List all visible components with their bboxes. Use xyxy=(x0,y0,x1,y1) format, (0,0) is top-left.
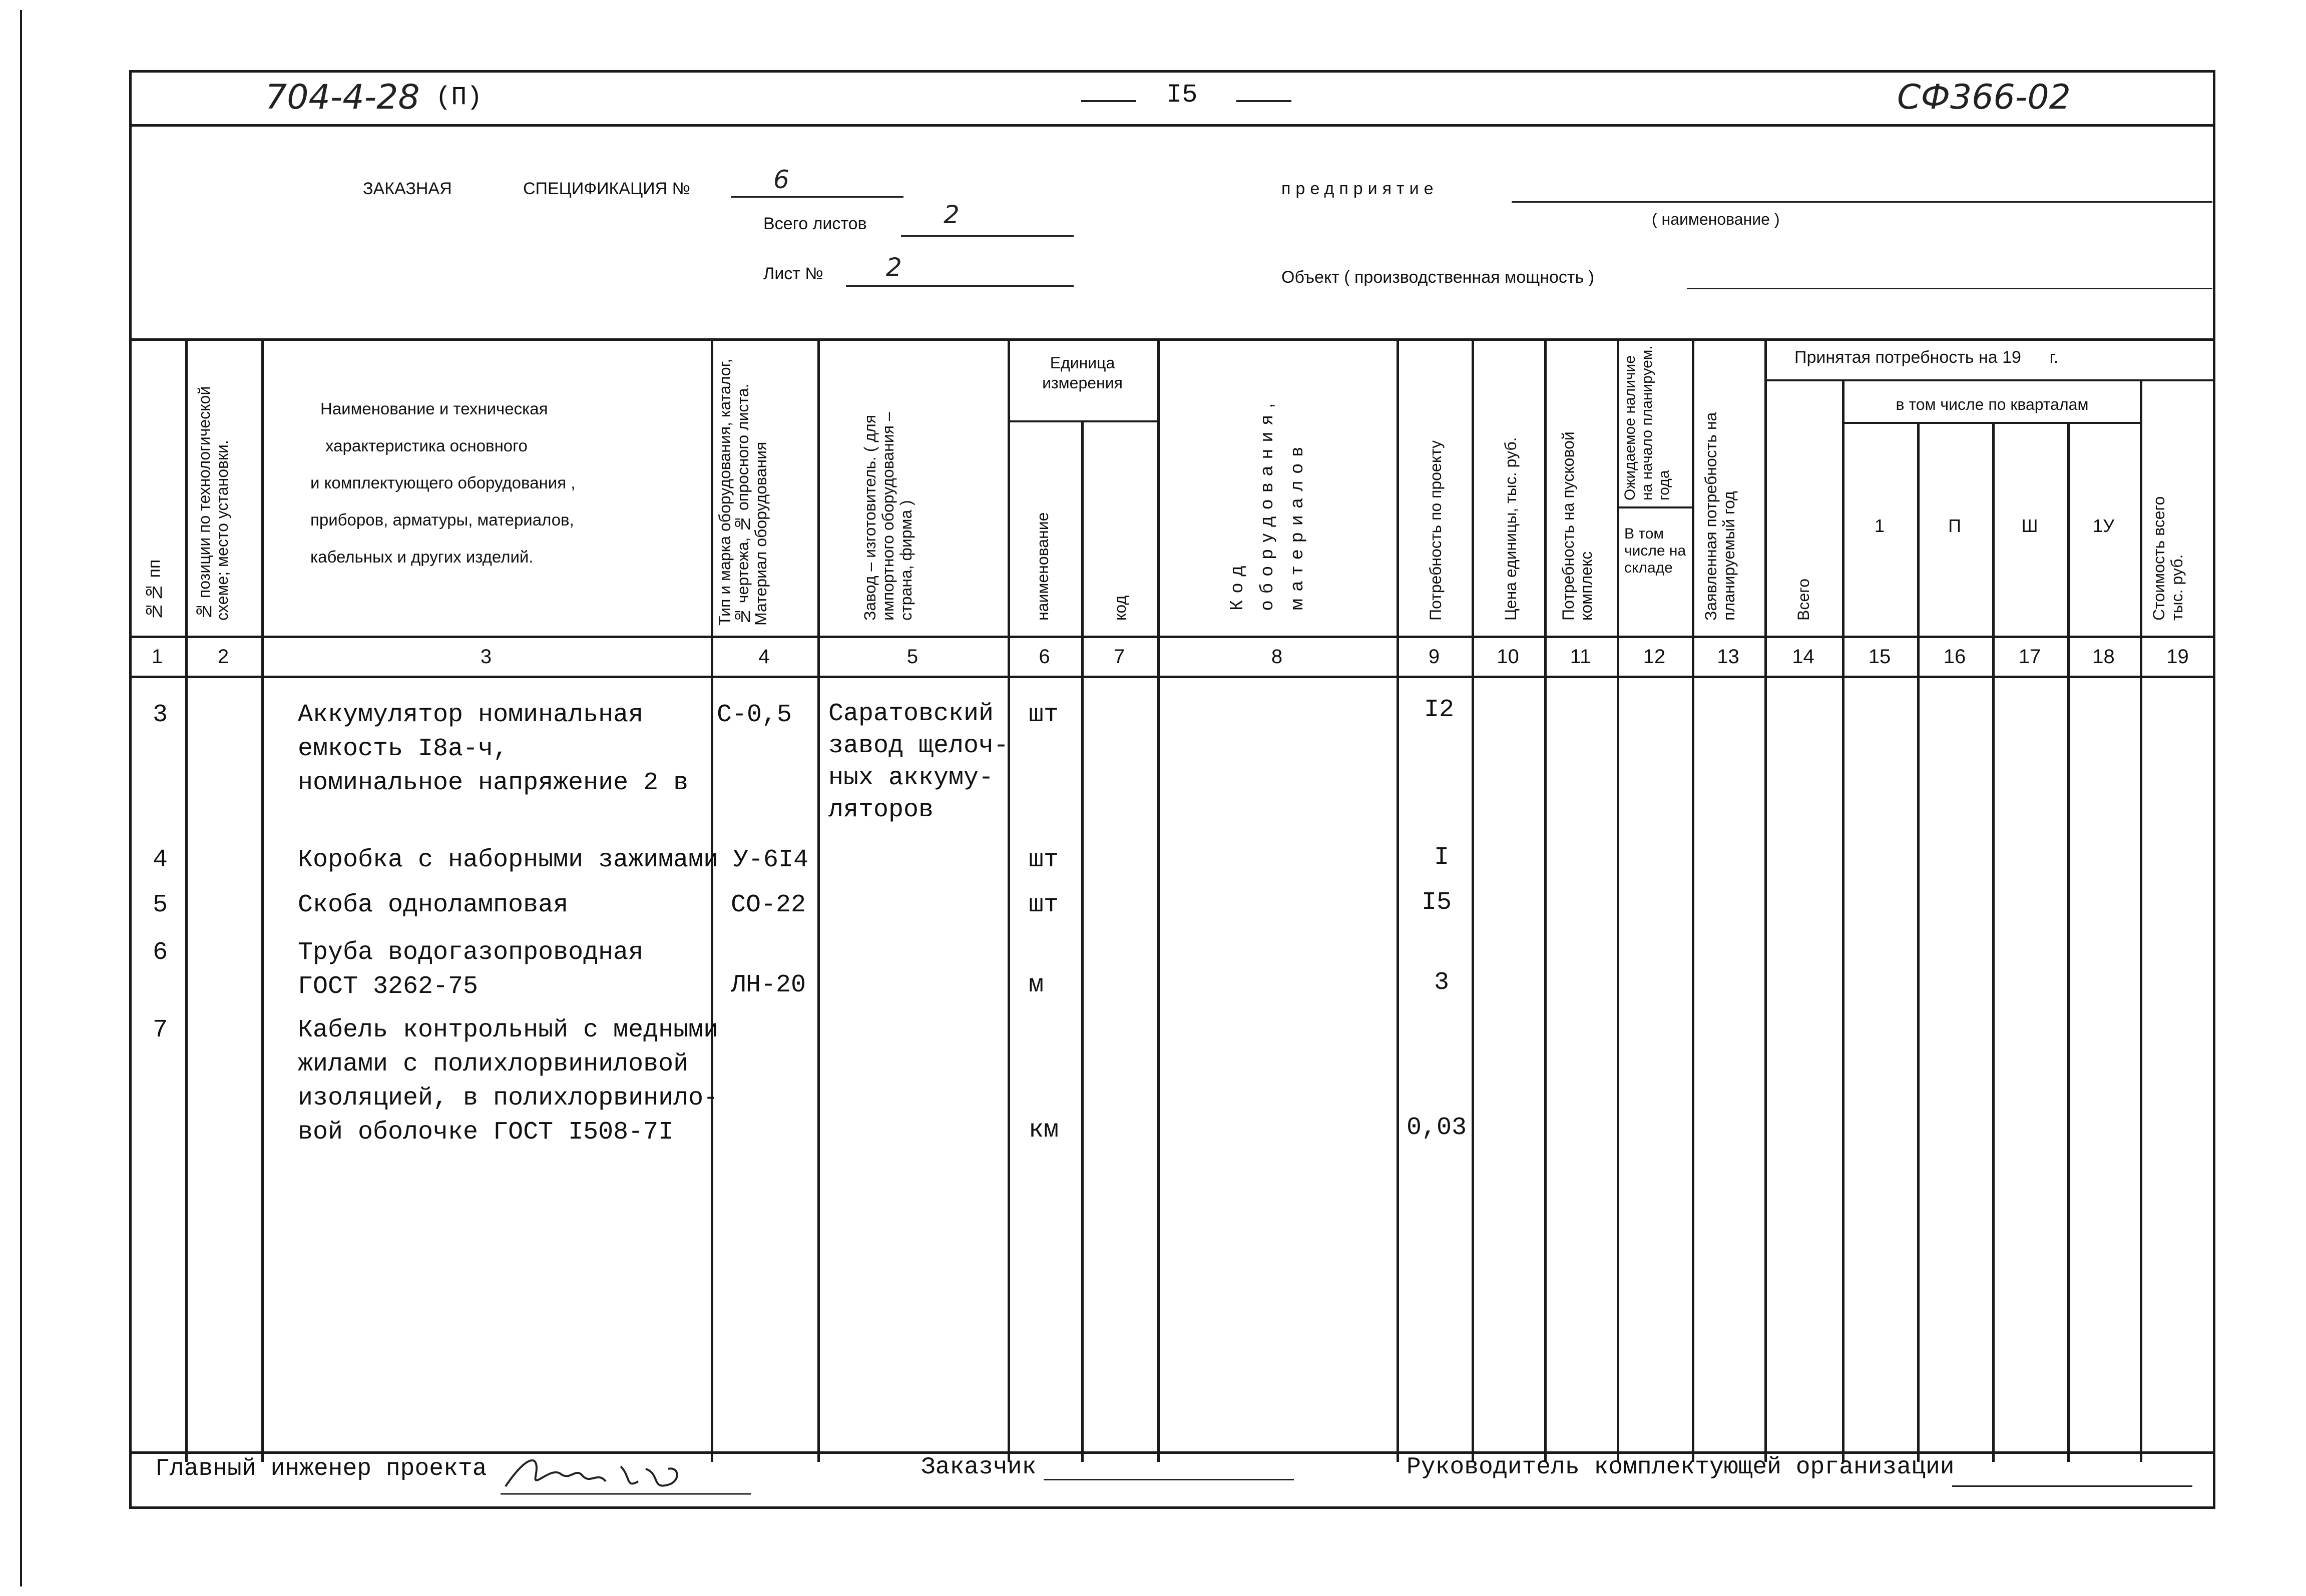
row-unit: м xyxy=(1029,971,1044,999)
col-6-header: наименование xyxy=(1034,512,1052,621)
q2-header: П xyxy=(1948,515,1961,536)
top-strip-divider xyxy=(129,124,2215,127)
col-number: 13 xyxy=(1717,646,1739,668)
col-number: 15 xyxy=(1868,646,1891,668)
row-qty: I5 xyxy=(1422,888,1452,917)
accepted-subheader-line xyxy=(1764,379,2215,381)
row-type: СО-22 xyxy=(731,891,806,919)
col-10-header: Цена единицы, тыс. руб. xyxy=(1502,437,1520,621)
row-pos: 5 xyxy=(153,891,168,919)
page-number: I5 xyxy=(1166,80,1198,110)
quarters-subheader-line xyxy=(1842,422,2142,424)
unit-header: Единица измерения xyxy=(1042,354,1123,392)
col-number: 10 xyxy=(1497,646,1519,668)
col-5-header: Завод – изготовитель. ( для импортного оборудования – страна, фирма ) xyxy=(861,412,915,621)
supplier-head-label: Руководитель комплектующей организации xyxy=(1407,1454,1955,1481)
col-3-header-line: характеристика основного xyxy=(325,436,528,455)
header-bottom-line xyxy=(129,636,2215,638)
total-sheets: 2 xyxy=(944,200,960,229)
name-caption: ( наименование ) xyxy=(1652,210,1780,228)
col-divider xyxy=(1008,338,1010,1462)
numbers-bottom-line xyxy=(129,676,2215,678)
col-divider xyxy=(1544,338,1547,1462)
row-type: ЛН-20 xyxy=(731,971,806,999)
col-number: 4 xyxy=(758,646,770,668)
col-divider xyxy=(1692,338,1694,1462)
spec-number: 6 xyxy=(773,165,789,194)
col-9-header: Потребность по проекту xyxy=(1427,440,1445,621)
row-qty: 0,03 xyxy=(1407,1114,1467,1142)
col-11-header: Потребность на пусковой комплекс xyxy=(1559,431,1595,621)
row-pos: 3 xyxy=(153,701,168,729)
col-number: 1 xyxy=(151,646,163,668)
col-divider xyxy=(1081,420,1084,1462)
signature xyxy=(496,1446,756,1501)
col-1-header: №№ пп xyxy=(145,559,164,621)
col-number: 9 xyxy=(1428,646,1440,668)
col-3-header-line: Наименование и техническая xyxy=(320,399,548,418)
q1-header: 1 xyxy=(1874,515,1885,536)
col-19-header: Стоимость всего тыс. руб. xyxy=(2150,496,2186,621)
row-qty: 3 xyxy=(1434,968,1450,997)
page-dash-left xyxy=(1081,100,1136,102)
col-divider xyxy=(1917,423,1920,1462)
col-number: 2 xyxy=(217,646,229,668)
spec-label-2: СПЕЦИФИКАЦИЯ № xyxy=(523,179,691,198)
row-pos: 4 xyxy=(153,846,168,874)
col-divider xyxy=(2140,380,2142,1462)
col-12-top-header: Ожидаемое наличие на начало планируем. года xyxy=(1622,345,1672,500)
col-number: 14 xyxy=(1792,646,1814,668)
supplier-head-line xyxy=(1952,1485,2192,1487)
row-pos: 6 xyxy=(153,938,168,967)
enterprise-label: предприятие xyxy=(1281,179,1439,198)
col-number: 3 xyxy=(480,646,492,668)
sheet-number: 2 xyxy=(886,253,902,282)
chief-engineer-label: Главный инженер проекта xyxy=(155,1455,487,1482)
sheet-label: Лист № xyxy=(763,264,823,283)
col-divider xyxy=(2067,423,2070,1462)
col-number: 12 xyxy=(1643,646,1666,668)
col-3-header-line: приборов, арматуры, материалов, xyxy=(310,510,574,529)
col-8-header: Код оборудования, материалов xyxy=(1226,396,1306,611)
col-divider xyxy=(1472,338,1474,1462)
col-divider xyxy=(261,338,264,1462)
col-4-header: Тип и марка оборудования, каталог, № чертежа, № опросного листа. Материал оборудования xyxy=(716,358,770,626)
col-3-header-line: кабельных и других изделий. xyxy=(310,548,534,566)
object-label: Объект ( производственная мощность ) xyxy=(1281,268,1594,287)
col-12-bottom-header: В том числе на складе xyxy=(1624,525,1686,576)
object-line xyxy=(1687,288,2212,289)
doc-suffix: (П) xyxy=(435,83,483,112)
col-divider xyxy=(711,338,713,1462)
row-unit: шт xyxy=(1029,846,1059,874)
q3-header: Ш xyxy=(2021,515,2038,536)
col-number: 16 xyxy=(1943,646,1966,668)
row-name: Кабель контрольный с медными жилами с полихлорвиниловой изоляцией, в полихлорвинило- вой оболочке ГОСТ I508-7I xyxy=(298,1016,719,1147)
sheet-code: СФ366-02 xyxy=(1897,78,2071,117)
total-sheets-line xyxy=(901,235,1074,237)
col-number: 8 xyxy=(1271,646,1283,668)
col-number: 18 xyxy=(2092,646,2115,668)
col-number: 6 xyxy=(1039,646,1050,668)
spec-label-1: ЗАКАЗНАЯ xyxy=(363,179,452,198)
table-top-border xyxy=(129,338,2215,341)
row-name: Труба водогазопроводная ГОСТ 3262-75 xyxy=(298,938,644,1001)
row-unit: шт xyxy=(1029,891,1059,919)
row-name: Скоба однолампoвая xyxy=(298,891,569,919)
col-7-header: код xyxy=(1111,595,1129,621)
row-maker: Саратовский завод щелоч- ных аккуму- ляторов xyxy=(828,700,1009,824)
col-divider xyxy=(185,338,188,1462)
col-divider xyxy=(1764,338,1767,1462)
col-number: 19 xyxy=(2166,646,2189,668)
customer-line xyxy=(1044,1479,1294,1480)
customer-label: Заказчик xyxy=(921,1454,1037,1481)
row-qty: I2 xyxy=(1424,696,1455,724)
row-name: Аккумулятор номинальная емкость I8а-ч, номинальное напряжение 2 в xyxy=(298,701,689,797)
accepted-header: Принятая потребность на 19 г. xyxy=(1794,348,2059,367)
doc-code: 704-4-28 xyxy=(265,78,420,117)
col-divider xyxy=(1157,338,1160,1462)
col-divider xyxy=(1397,338,1399,1462)
col-number: 11 xyxy=(1570,646,1591,668)
left-margin-line xyxy=(20,10,22,1586)
enterprise-line xyxy=(1512,201,2212,203)
unit-subheader-line xyxy=(1008,420,1157,422)
col-divider xyxy=(817,338,820,1462)
col-3-header-line: и комплектующего оборудования , xyxy=(310,473,576,492)
col-14-header: Всего xyxy=(1794,579,1812,621)
q4-header: 1У xyxy=(2093,515,2114,536)
total-sheets-label: Всего листов xyxy=(763,214,867,233)
col-divider xyxy=(1992,423,1995,1462)
spec-number-line xyxy=(731,196,903,198)
row-type: У-6I4 xyxy=(733,846,809,874)
col-2-header: № позиции по технологической схеме; место установки. xyxy=(195,386,231,621)
stock-split-line xyxy=(1617,506,1692,508)
row-qty: I xyxy=(1434,843,1450,872)
row-pos: 7 xyxy=(153,1016,168,1044)
row-type: С-0,5 xyxy=(717,701,792,729)
col-number: 5 xyxy=(906,646,918,668)
page-dash-right xyxy=(1236,100,1291,102)
col-divider xyxy=(1842,380,1844,1462)
row-name: Коробка с наборными зажимами xyxy=(298,846,719,874)
col-number: 7 xyxy=(1113,646,1125,668)
sheet-number-line xyxy=(846,285,1074,287)
col-3-header xyxy=(310,390,575,576)
row-unit: км xyxy=(1029,1116,1059,1145)
row-unit: шт xyxy=(1029,701,1059,729)
col-number: 17 xyxy=(2018,646,2041,668)
col-13-header: Заявленная потребность на планируемый год xyxy=(1702,412,1738,621)
quarters-header: в том числе по кварталам xyxy=(1896,395,2089,413)
